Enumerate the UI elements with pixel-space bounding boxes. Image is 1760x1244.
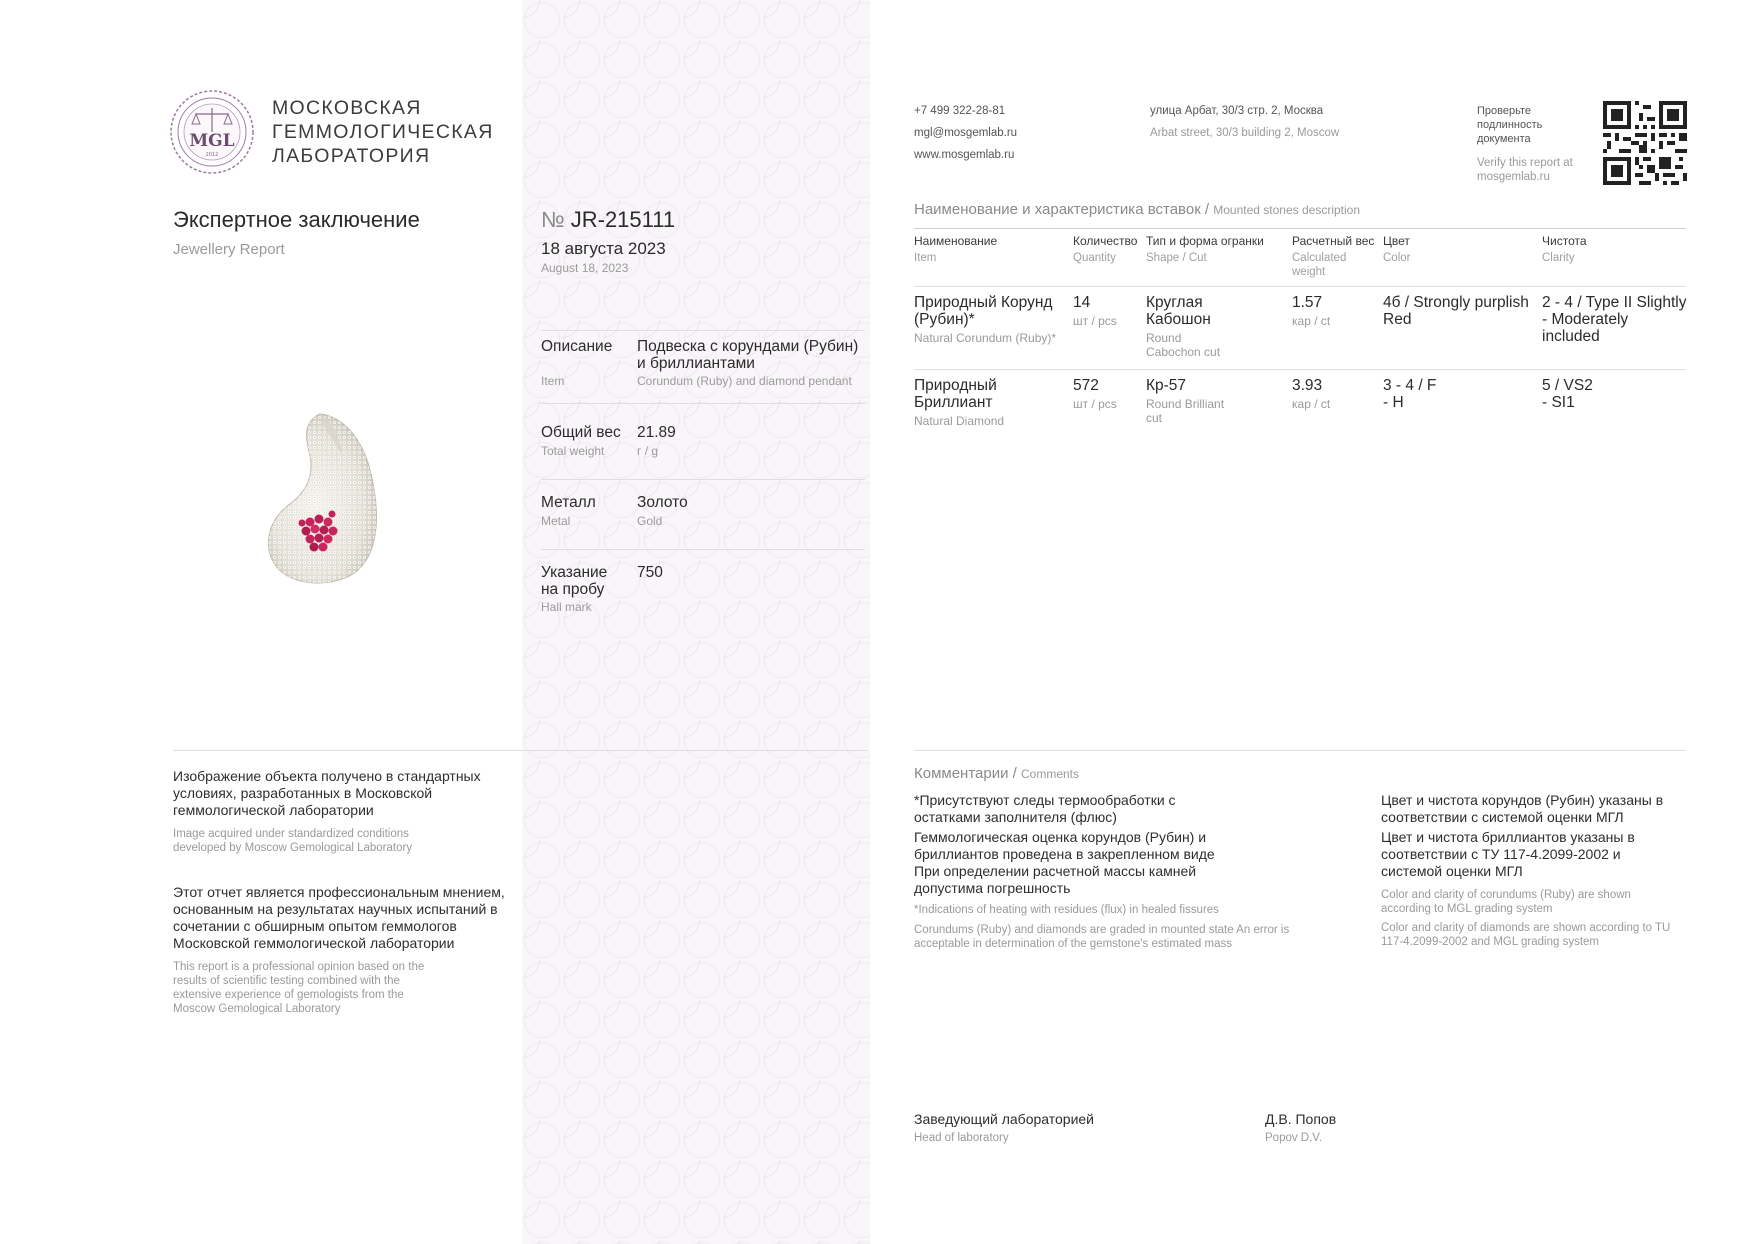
detail-label-metal: Металл [541, 494, 596, 511]
detail-label-metal-en: Metal [541, 514, 571, 528]
lab-name-line1: МОСКОВСКАЯ [272, 97, 422, 119]
divider [914, 750, 1686, 751]
verify-ru: Проверьте подлинность документа [1477, 105, 1543, 145]
stone-row-1-item: Природный Корунд (Рубин)* [914, 294, 1053, 328]
stone-row-2-item: Природный Бриллиант [914, 377, 997, 411]
logo-text: MGL [189, 131, 235, 151]
report-number [541, 207, 675, 233]
stone-row-2-weight: 3.93 [1292, 377, 1323, 394]
stone-row-2-cut: Кр-57 [1146, 377, 1187, 394]
address-ru: улица Арбат, 30/3 стр. 2, Москва [1150, 105, 1324, 117]
report-date-en: August 18, 2023 [541, 261, 629, 275]
contact-block [914, 100, 1017, 166]
stone-row-2-color: 3 - 4 / F - H [1383, 377, 1437, 411]
opinion-note-en: This report is a professional opinion based on the results of scientific testing combined with the extensive experience of gemologists from the Moscow Gemological Laboratory [173, 961, 425, 1015]
stone-row-1-cut: Круглая Кабошон [1146, 294, 1211, 328]
stone-row-1-weight: 1.57 [1292, 294, 1323, 311]
divider [173, 750, 867, 751]
divider [541, 479, 865, 480]
th-item: Наименование Item [914, 234, 998, 264]
stone-row-1-color: 4б / Strongly purplish Red [1383, 294, 1529, 328]
report-title: Экспертное заключение [173, 207, 420, 232]
comment-heating-en: *Indications of heating with residues (flux) in healed fissures [914, 904, 1219, 916]
detail-label-item: Описание [541, 338, 613, 355]
comments-title [914, 765, 1079, 782]
signature-role-en: Head of laboratory [914, 1132, 1009, 1144]
stone-row-1-weight-unit: кар / ct [1292, 314, 1331, 328]
stone-row-1-cut-en: Round Cabochon cut [1146, 331, 1221, 359]
detail-value-weight: 21.89 [637, 424, 676, 441]
report-title-en: Jewellery Report [173, 241, 285, 258]
email-link[interactable]: mgl@mosgemlab.ru [914, 127, 1018, 139]
divider [914, 228, 1686, 229]
report-date: 18 августа 2023 [541, 239, 666, 258]
address-block [1150, 100, 1339, 144]
stones-title [914, 201, 1360, 218]
detail-value-item: Подвеска с корундами (Рубин) и бриллиантами [637, 338, 859, 372]
comment-mounted-en: Corundums (Ruby) and diamonds are graded in mounted state An error is acceptable in determination of the gemstone's estimated mass [914, 924, 1290, 950]
stone-row-2-qty: 572 [1073, 377, 1099, 394]
divider [541, 549, 865, 550]
phone[interactable]: +7 499 322-28-81 [914, 105, 1006, 117]
address-en: Arbat street, 30/3 building 2, Moscow [1150, 127, 1340, 139]
comment-ruby-grading: Цвет и чистота корундов (Рубин) указаны в соответствии с системой оценки МГЛ [1381, 792, 1664, 825]
logo-year: 2012 [205, 152, 219, 158]
opinion-note: Этот отчет является профессиональным мнением, основанным на результатах научных испытаний в сочетании с обширным опытом геммологов Московской геммологической лаборатории [173, 884, 505, 951]
detail-value-hallmark: 750 [637, 564, 663, 581]
th-color: Цвет Color [1383, 234, 1411, 264]
comments-title-en: Comments [1020, 767, 1079, 781]
detail-value-item-en: Corundum (Ruby) and diamond pendant [637, 374, 852, 388]
stone-row-2-qty-unit: шт / pcs [1073, 397, 1117, 411]
image-note: Изображение объекта получено в стандартных условиях, разработанных в Московской геммологической лаборатории [173, 768, 481, 818]
th-cut: Тип и форма огранки Shape / Cut [1146, 234, 1264, 264]
comments-title-ru: Комментарии / [914, 765, 1017, 782]
detail-label-hallmark: Указание на пробу [541, 564, 608, 598]
divider [541, 330, 865, 331]
verify-en: Verify this report at mosgemlab.ru [1477, 157, 1573, 183]
lab-name-line2: ГЕММОЛОГИЧЕСКАЯ [272, 121, 494, 143]
qr-code[interactable] [1603, 101, 1687, 185]
detail-value-metal-en: Gold [637, 514, 663, 528]
detail-label-weight-en: Total weight [541, 444, 605, 458]
signature-name: Д.В. Попов [1265, 1111, 1337, 1127]
report-number-value: JR-215111 [570, 207, 676, 232]
stones-title-ru: Наименование и характеристика вставок / [914, 201, 1210, 218]
mgl-logo [168, 88, 256, 176]
number-sign: № [541, 207, 565, 232]
stones-title-en: Mounted stones description [1213, 203, 1361, 217]
stone-row-2-cut-en: Round Brilliant cut [1146, 397, 1225, 425]
stone-row-2-clarity: 5 / VS2 - SI1 [1542, 377, 1593, 411]
divider [914, 286, 1686, 287]
stone-row-1-clarity: 2 - 4 / Type II Slightly - Moderately included [1542, 294, 1687, 345]
comment-mounted: Геммологическая оценка корундов (Рубин) и бриллиантов проведена в закрепленном виде При определении расчетной массы камней допустима погрешность [914, 829, 1215, 896]
th-clarity: Чистота Clarity [1542, 234, 1587, 264]
signature-name-en: Popov D.V. [1265, 1132, 1323, 1144]
stone-row-2-item-en: Natural Diamond [914, 414, 1005, 428]
pendant-image [262, 410, 392, 590]
lab-name [272, 96, 494, 168]
stone-row-1-qty-unit: шт / pcs [1073, 314, 1117, 328]
detail-label-hallmark-en: Hall mark [541, 600, 592, 614]
comment-diamond-grading-en: Color and clarity of diamonds are shown according to TU 117-4.2099-2002 and MGL grading system [1381, 922, 1671, 948]
stone-row-2-weight-unit: кар / ct [1292, 397, 1331, 411]
divider [541, 403, 865, 404]
divider [914, 369, 1686, 370]
comment-heating: *Присутствуют следы термообработки с остатками заполнителя (флюс) [914, 792, 1176, 825]
detail-value-metal: Золото [637, 494, 688, 511]
stone-row-1-item-en: Natural Corundum (Ruby)* [914, 331, 1057, 345]
comment-ruby-grading-en: Color and clarity of corundums (Ruby) are shown according to MGL grading system [1381, 889, 1631, 915]
background-pattern [522, 0, 870, 1244]
stone-row-1-qty: 14 [1073, 294, 1091, 311]
lab-name-line3: ЛАБОРАТОРИЯ [272, 145, 431, 167]
comment-diamond-grading: Цвет и чистота бриллиантов указаны в соответствии с ТУ 117-4.2099-2002 и системой оценки МГЛ [1381, 829, 1635, 879]
signature-role: Заведующий лабораторией [914, 1111, 1094, 1127]
detail-label-weight: Общий вес [541, 424, 621, 441]
th-quantity: Количество Quantity [1073, 234, 1138, 264]
detail-value-weight-unit: г / g [637, 444, 659, 458]
website-link[interactable]: www.mosgemlab.ru [914, 149, 1015, 161]
th-weight: Расчетный вес Calculated weight [1292, 234, 1375, 278]
detail-label-item-en: Item [541, 374, 565, 388]
image-note-en: Image acquired under standardized conditions developed by Moscow Gemological Laboratory [173, 828, 413, 854]
